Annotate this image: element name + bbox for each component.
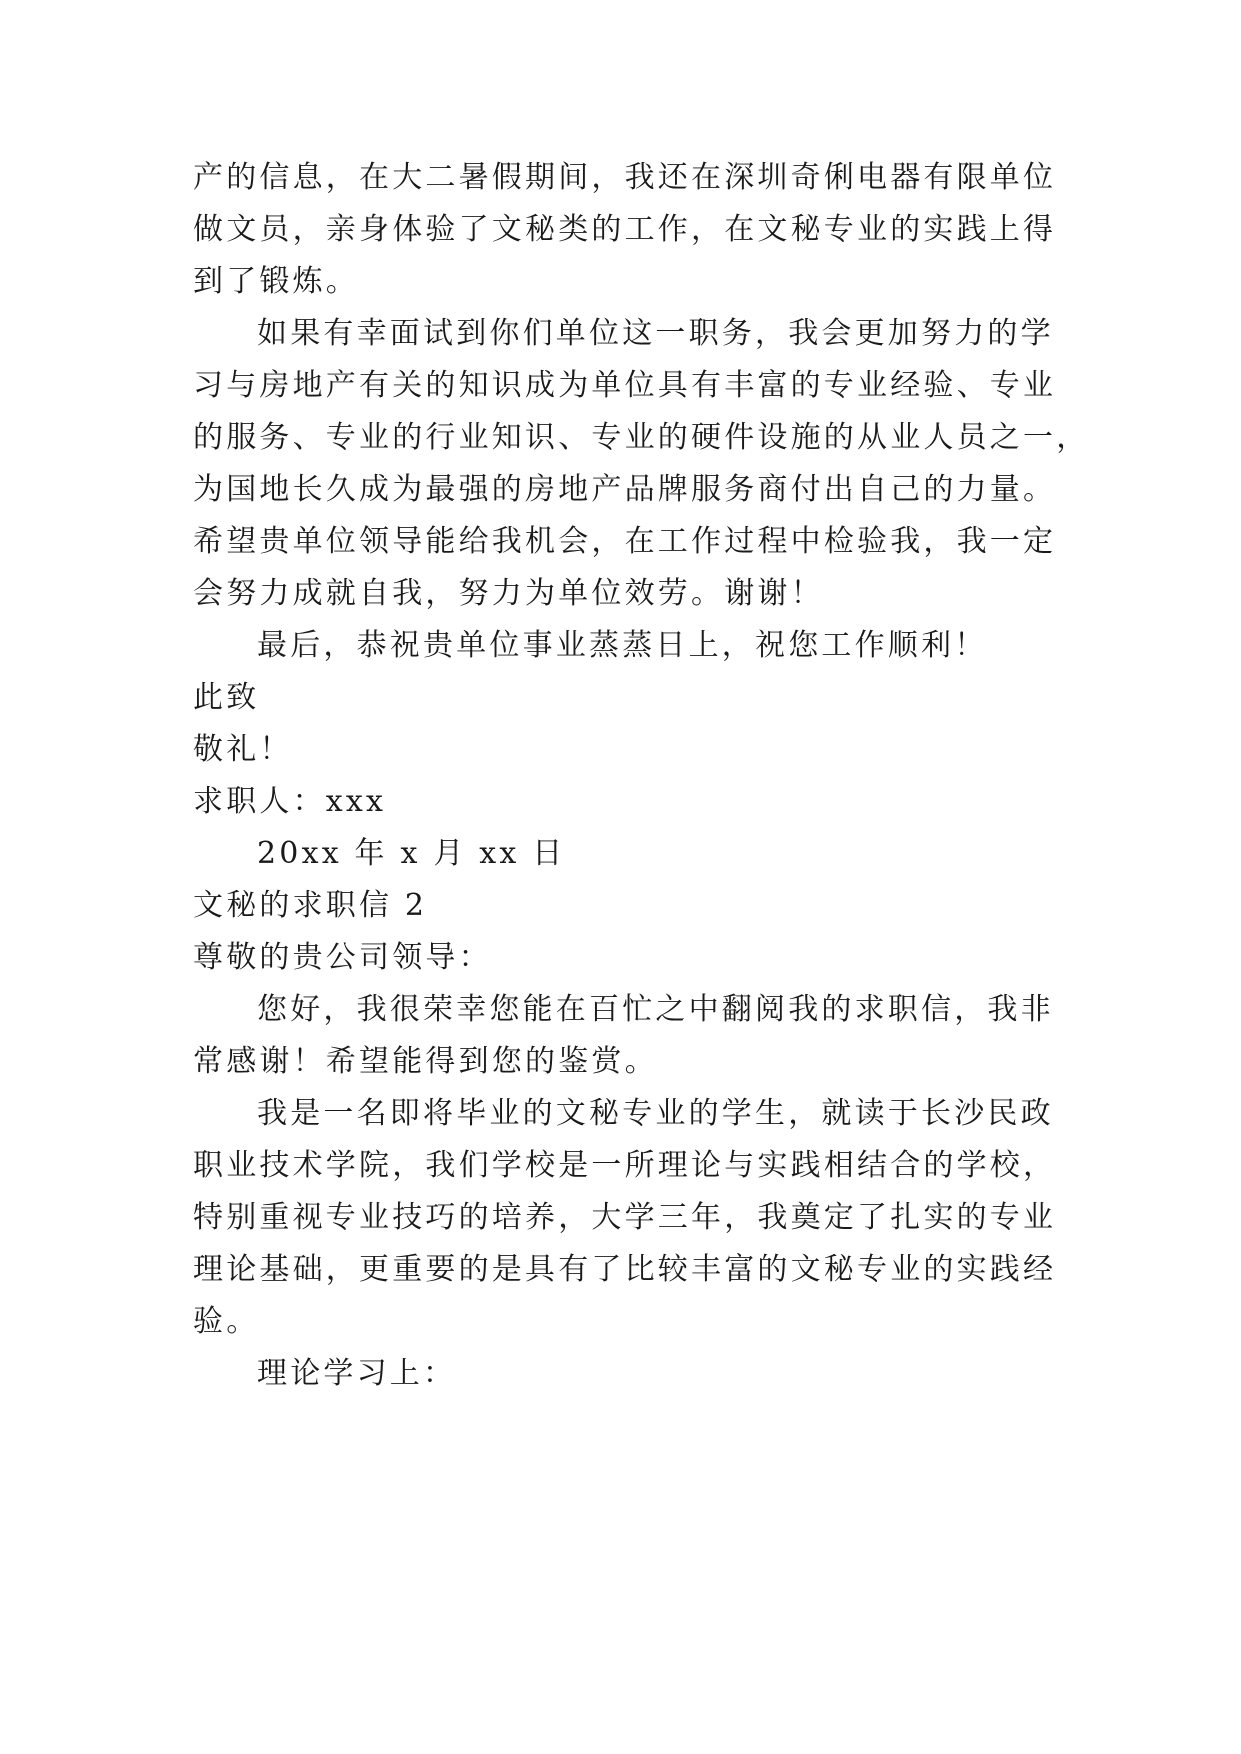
paragraph-line: 到了锻炼。 (193, 264, 359, 299)
closing-wish: 最后，恭祝贵单位事业蒸蒸日上，祝您工作顺利！ (257, 628, 988, 663)
paragraph-line: 产的信息，在大二暑假期间，我还在深圳奇俐电器有限单位 (193, 160, 1057, 195)
paragraph-line: 我是一名即将毕业的文秘专业的学生，就读于长沙民政 (257, 1096, 1054, 1131)
salutation-close: 此致 (193, 680, 260, 715)
applicant-signature: 求职人：xxx (193, 784, 387, 819)
salutation-respect: 敬礼！ (193, 732, 293, 767)
paragraph-line: 做文员，亲身体验了文秘类的工作，在文秘专业的实践上得 (193, 212, 1057, 247)
paragraph-line: 您好，我很荣幸您能在百忙之中翻阅我的求职信，我非 (257, 992, 1054, 1027)
paragraph-line: 职业技术学院，我们学校是一所理论与实践相结合的学校， (193, 1148, 1057, 1183)
paragraph-line: 常感谢！希望能得到您的鉴赏。 (193, 1044, 658, 1079)
paragraph-line: 为国地长久成为最强的房地产品牌服务商付出自己的力量。 (193, 472, 1057, 507)
greeting: 尊敬的贵公司领导： (193, 940, 492, 975)
paragraph-line: 会努力成就自我，努力为单位效劳。谢谢！ (193, 576, 824, 611)
paragraph-line: 的服务、专业的行业知识、专业的硬件设施的从业人员之一， (193, 420, 1090, 455)
section-title: 文秘的求职信 2 (193, 888, 428, 923)
paragraph-line: 理论基础，更重要的是具有了比较丰富的文秘专业的实践经 (193, 1252, 1057, 1287)
paragraph-line: 希望贵单位领导能给我机会，在工作过程中检验我，我一定 (193, 524, 1057, 559)
subheading: 理论学习上： (257, 1356, 457, 1391)
paragraph-line: 验。 (193, 1304, 260, 1339)
paragraph-line: 如果有幸面试到你们单位这一职务，我会更加努力的学 (257, 316, 1054, 351)
paragraph-line: 特别重视专业技巧的培养，大学三年，我奠定了扎实的专业 (193, 1200, 1057, 1235)
letter-date: 20xx 年 x 月 xx 日 (257, 836, 566, 871)
paragraph-line: 习与房地产有关的知识成为单位具有丰富的专业经验、专业 (193, 368, 1057, 403)
